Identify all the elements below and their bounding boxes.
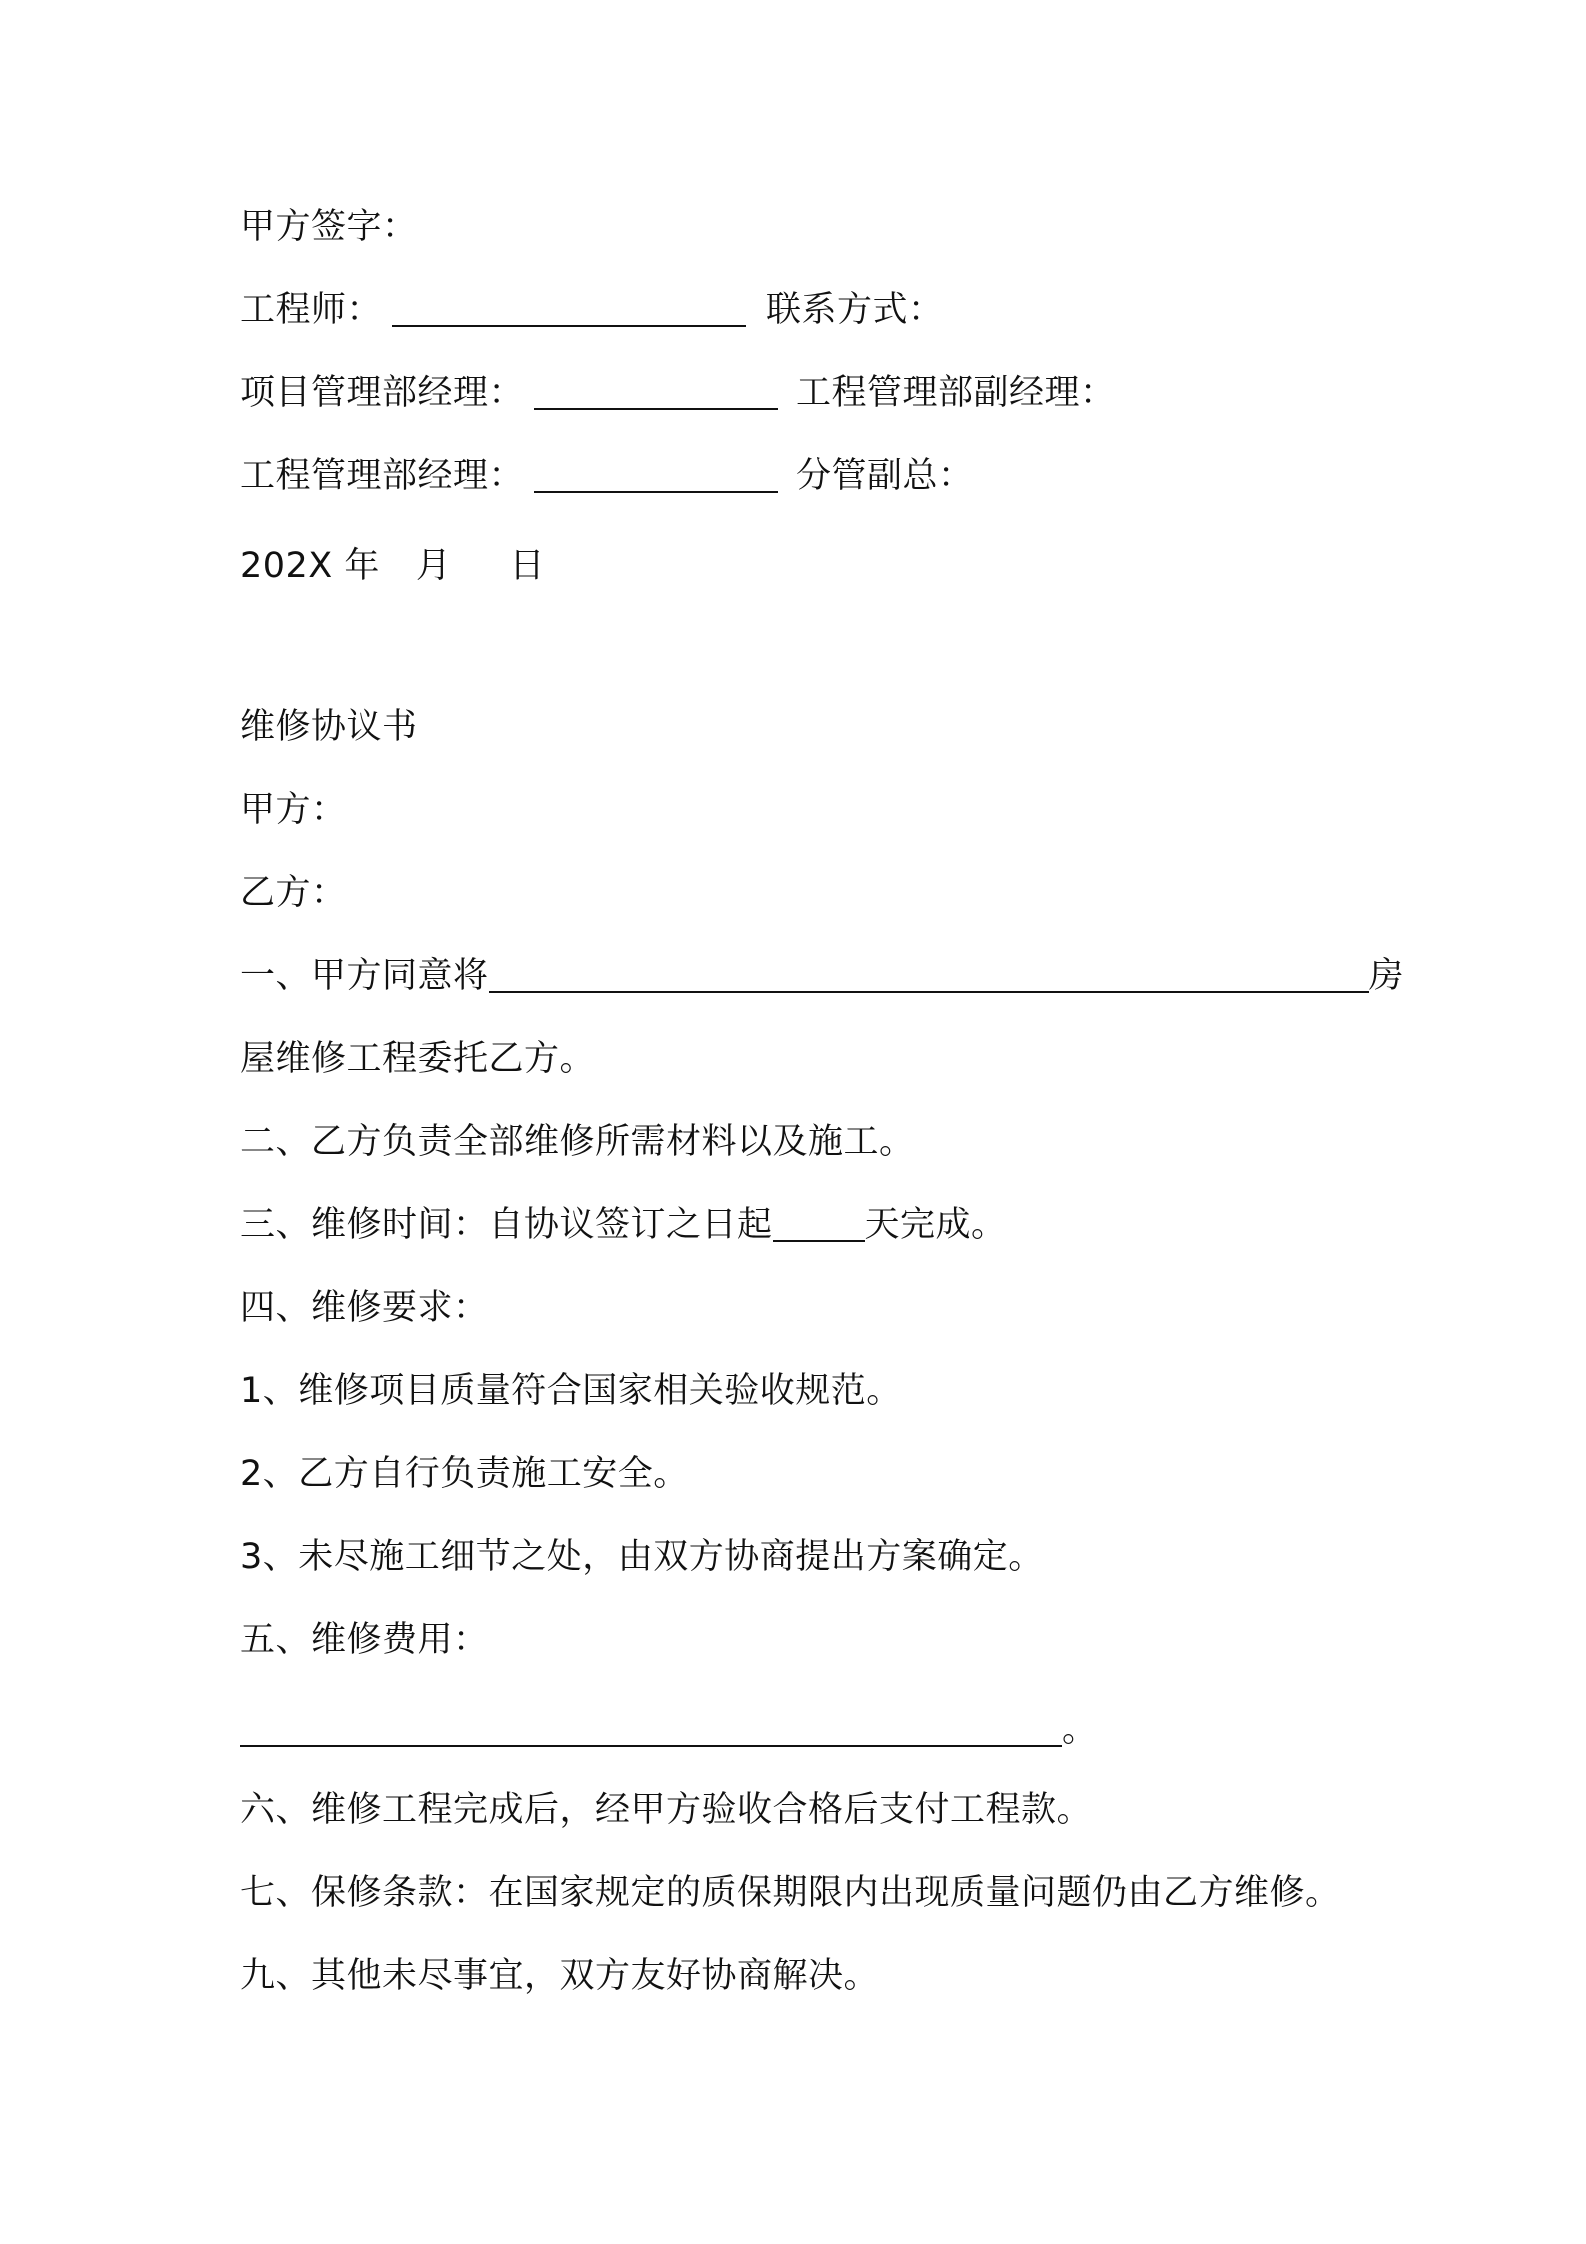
clause-5: 五、维修费用： (240, 1620, 489, 1660)
clause-6-line (240, 1785, 1092, 1835)
requirement-1: 1、维修项目质量符合国家相关验收规范。 (240, 1371, 902, 1411)
clause-2-line (240, 1117, 915, 1167)
requirement-3: 3、未尽施工细节之处，由双方协商提出方案确定。 (240, 1537, 1044, 1577)
date-day: 日 (509, 546, 545, 586)
engineer-line (240, 285, 944, 335)
agreement-title: 维修协议书 (240, 707, 418, 747)
clause-3-start: 三、维修时间：自协议签订之日起 (240, 1205, 773, 1245)
vp-label: 分管副总： (796, 456, 974, 496)
engineer-blank (392, 285, 746, 327)
clause-3-blank (773, 1200, 865, 1242)
clause-1-continuation: 屋维修工程委托乙方。 (240, 1039, 596, 1079)
clause-1-line (240, 951, 1404, 1001)
fee-end: 。 (1062, 1710, 1098, 1750)
party-a-line (240, 785, 347, 835)
clause-4-line (240, 1283, 489, 1333)
date-line (240, 541, 545, 591)
clause-1-continuation-line (240, 1034, 595, 1084)
party-a-sign-label: 甲方签字： (240, 207, 418, 247)
fee-blank (240, 1705, 1062, 1747)
fee-line (240, 1705, 1098, 1755)
clause-1-end: 房 (1368, 956, 1405, 996)
eng-deputy-manager-label: 工程管理部副经理： (796, 373, 1116, 413)
party-b-line (240, 868, 347, 918)
eng-manager-line (240, 451, 974, 501)
requirement-3-line (240, 1532, 1044, 1582)
clause-1-blank (489, 951, 1369, 993)
project-manager-line (240, 368, 1116, 418)
clause-7: 七、保修条款：在国家规定的质保期限内出现质量问题仍由乙方维修。 (240, 1873, 1341, 1913)
clause-9-line (240, 1951, 879, 2001)
clause-5-line (240, 1615, 489, 1665)
party-b-label: 乙方： (240, 873, 347, 913)
eng-manager-blank (534, 451, 778, 493)
clause-4: 四、维修要求： (240, 1288, 489, 1328)
clause-3-end: 天完成。 (864, 1205, 1007, 1245)
clause-3-line (240, 1200, 1007, 1250)
clause-1-start: 一、甲方同意将 (240, 956, 489, 996)
date-month: 月 (415, 546, 452, 586)
date-year: 202X 年 (240, 546, 380, 586)
contact-label: 联系方式： (766, 290, 944, 330)
requirement-1-line (240, 1366, 902, 1416)
clause-9: 九、其他未尽事宜，双方友好协商解决。 (240, 1956, 880, 1996)
party-a-label: 甲方： (240, 790, 347, 830)
requirement-2-line (240, 1449, 689, 1499)
clause-6: 六、维修工程完成后，经甲方验收合格后支付工程款。 (240, 1790, 1093, 1830)
clause-2: 二、乙方负责全部维修所需材料以及施工。 (240, 1122, 915, 1162)
clause-7-line (240, 1868, 1341, 1918)
party-a-signature-line (240, 202, 418, 252)
engineer-label: 工程师： (240, 290, 383, 330)
agreement-title-line (240, 702, 418, 752)
eng-manager-label: 工程管理部经理： (240, 456, 525, 496)
requirement-2: 2、乙方自行负责施工安全。 (240, 1454, 689, 1494)
project-manager-blank (534, 368, 778, 410)
project-manager-label: 项目管理部经理： (240, 373, 525, 413)
